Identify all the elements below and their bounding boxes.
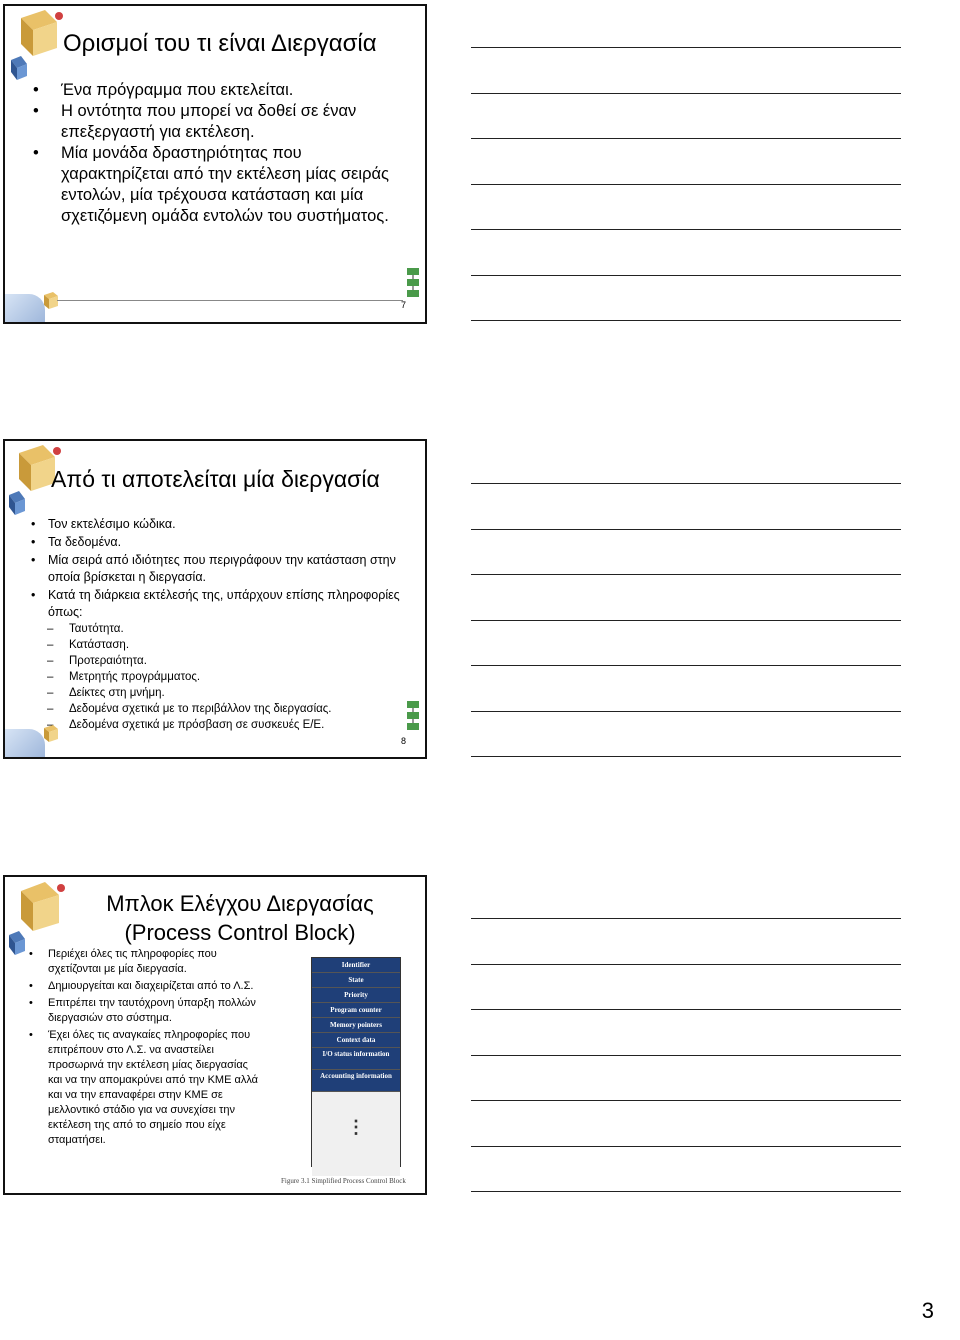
list-item: • Κατά τη διάρκεια εκτέλεσής της, υπάρχουν επίσης πληροφορίες όπως: bbox=[31, 587, 411, 621]
list-item: • Μία μονάδα δραστηριότητας που χαρακτηρίζεται από την εκτέλεση μίας σειράς εντολών, μία τρέχουσα κατάσταση και μία σχετιζόμενη ομάδα εντολών του συστήματος. bbox=[33, 143, 413, 227]
pcb-field: Accounting information bbox=[312, 1070, 400, 1092]
sub-item: – Δεδομένα σχετικά με το περιβάλλον της διεργασίας. bbox=[47, 701, 332, 717]
corner-decoration bbox=[5, 729, 45, 757]
list-item: • Έχει όλες τις αναγκαίες πληροφορίες που επιτρέπουν στο Λ.Σ. να αναστείλει προσωρινά την εκτέλεση μίας διεργασίας και να την απομακρύνει από την ΚΜΕ αλλά και να την επαναφέρει στην ΚΜΕ σε μελλοντικό στάδιο για να συνεχίσει την εκτέλεση της από το σημείο που είχε σταματήσει. bbox=[29, 1028, 259, 1148]
sub-item: – Δεδομένα σχετικά με πρόσβαση σε συσκευές Ε/Ε. bbox=[47, 717, 332, 733]
slide-7 bbox=[3, 4, 427, 324]
sub-item: – Ταυτότητα. bbox=[47, 621, 332, 637]
cube-logo-icon bbox=[7, 8, 67, 88]
bullet-list bbox=[29, 947, 259, 1150]
pcb-field: Memory pointers bbox=[312, 1018, 400, 1033]
title-line: (Process Control Block) bbox=[124, 920, 356, 945]
sub-list bbox=[47, 621, 332, 733]
bullet-list bbox=[31, 516, 411, 622]
notes-lines bbox=[471, 483, 901, 802]
slide-8 bbox=[3, 439, 427, 759]
footer-rule bbox=[57, 300, 403, 301]
list-item: • Μία σειρά από ιδιότητες που περιγράφουν την κατάσταση στην οποία βρίσκεται η διεργασία. bbox=[31, 552, 411, 586]
slide-title: Από τι αποτελείται μία διεργασία bbox=[51, 466, 380, 492]
sub-item: – Κατάσταση. bbox=[47, 637, 332, 653]
slide-pcb bbox=[3, 875, 427, 1195]
bullet-list bbox=[33, 80, 413, 227]
sub-item: – Δείκτες στη μνήμη. bbox=[47, 685, 332, 701]
pcb-diagram bbox=[311, 957, 401, 1167]
list-item: • Δημιουργείται και διαχειρίζεται από το Λ.Σ. bbox=[29, 979, 259, 994]
slide-title bbox=[5, 889, 425, 947]
slide-number: 7 bbox=[401, 300, 407, 310]
list-item: • Η οντότητα που μπορεί να δοθεί σε έναν επεξεργαστή για εκτέλεση. bbox=[33, 101, 413, 143]
sub-item: – Μετρητής προγράμματος. bbox=[47, 669, 332, 685]
figure-caption: Figure 3.1 Simplified Process Control Block bbox=[281, 1177, 406, 1185]
pcb-ellipsis: ⋮ bbox=[312, 1092, 400, 1176]
slide-title: Ορισμοί του τι είναι Διεργασία bbox=[63, 30, 377, 57]
pcb-field: State bbox=[312, 973, 400, 988]
flowchart-icon bbox=[401, 266, 423, 302]
page-number: 3 bbox=[921, 1298, 934, 1323]
list-item: • Τα δεδομένα. bbox=[31, 534, 411, 551]
pcb-field: Context data bbox=[312, 1033, 400, 1048]
flowchart-icon bbox=[401, 699, 423, 735]
title-line: Μπλοκ Ελέγχου Διεργασίας bbox=[106, 891, 374, 916]
pcb-field: Program counter bbox=[312, 1003, 400, 1018]
corner-decoration bbox=[5, 294, 45, 322]
list-item: • Περιέχει όλες τις πληροφορίες που σχετίζονται με μία διεργασία. bbox=[29, 947, 259, 977]
pcb-field: Identifier bbox=[312, 958, 400, 973]
notes-lines bbox=[471, 47, 901, 366]
list-item: • Επιτρέπει την ταυτόχρονη ύπαρξη πολλών διεργασιών στο σύστημα. bbox=[29, 996, 259, 1026]
pcb-field: I/O status information bbox=[312, 1048, 400, 1070]
slide-number: 8 bbox=[401, 736, 407, 746]
notes-lines bbox=[471, 918, 901, 1237]
list-item: • Ένα πρόγραμμα που εκτελείται. bbox=[33, 80, 413, 101]
pcb-field: Priority bbox=[312, 988, 400, 1003]
list-item: • Τον εκτελέσιμο κώδικα. bbox=[31, 516, 411, 533]
sub-item: – Προτεραιότητα. bbox=[47, 653, 332, 669]
